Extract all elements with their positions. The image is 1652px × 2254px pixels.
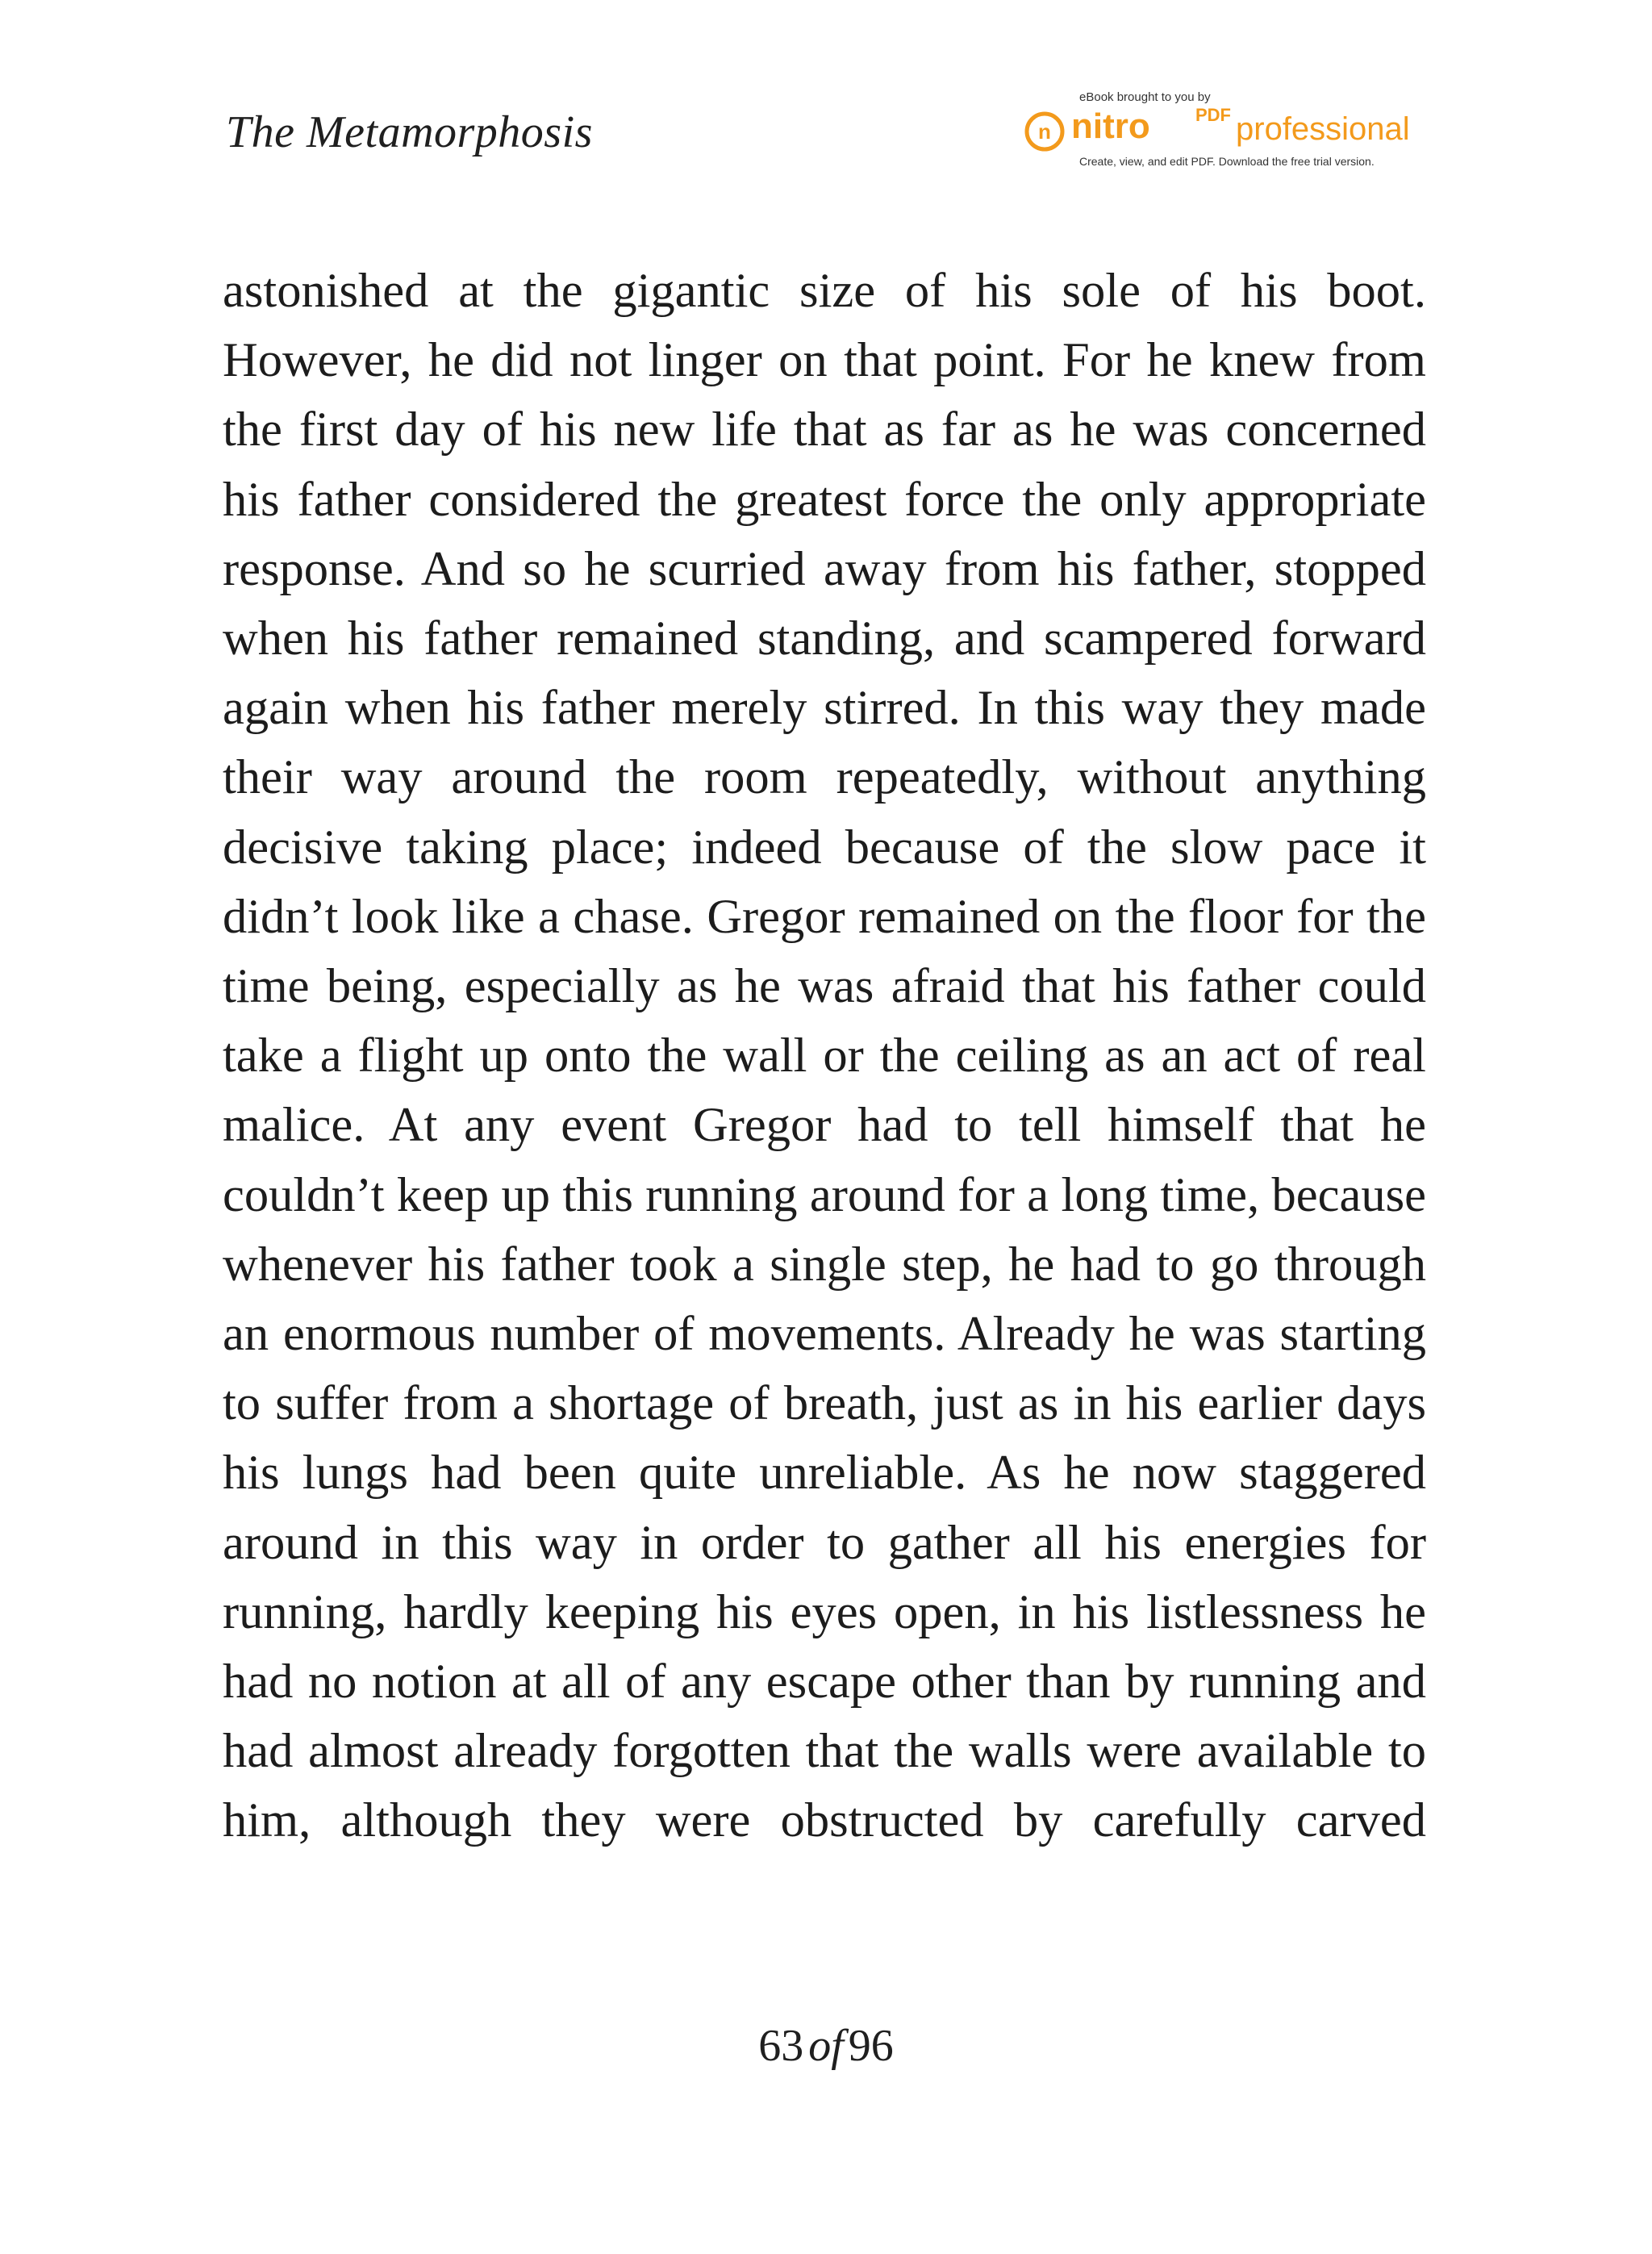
banner-tagline-top: eBook brought to you by: [1079, 90, 1211, 104]
banner-tagline-bottom: Create, view, and edit PDF. Download the free trial version.: [1079, 155, 1375, 168]
nitro-logo-icon: [1024, 111, 1065, 152]
banner-brand-superscript: PDF: [1195, 105, 1231, 125]
nitro-logo-letter: n: [1038, 119, 1051, 144]
page-of-label: of: [808, 2021, 844, 2071]
banner-brand: nitro: [1071, 106, 1150, 146]
page-number: [0, 2020, 1652, 2072]
page-total: 96: [848, 2021, 894, 2071]
nitro-ad-banner[interactable]: [1024, 90, 1428, 171]
body-paragraph: astonished at the gigantic size of his sole of his boot. However, he did not linger on that point. For he knew from the first day of his new life that as far as he was concerned his father considered the greatest force the only appropriate response. And so he scurried away from his father, stopped when his father remained standing, and scampered forward again when his father merely stirred. In this way they made their way around the room repeatedly, without anything decisive taking place; indeed because of the slow pace it didn’t look like a chase. Gregor remained on the floor for the time being, especially as he was afraid that his father could take a flight up onto the wall or the ceiling as an act of real malice. At any event Gregor had to tell himself that he couldn’t keep up this running around for a long time, because whenever his father took a single step, he had to go through an enormous number of movements. Already he was starting to suffer from a shortage of breath, just as in his earlier days his lungs had been quite unreliable. As he now staggered around in this way in order to gather all his energies for running, hardly keeping his eyes open, in his listlessness he had no notion at all of any escape other than by running and had almost already forgotten that the walls were available to him, although they were obstructed by carefully carved: [223, 264, 1426, 1848]
banner-product: professional: [1236, 111, 1410, 147]
page-current: 63: [758, 2021, 804, 2071]
book-title: The Metamorphosis: [226, 107, 593, 157]
